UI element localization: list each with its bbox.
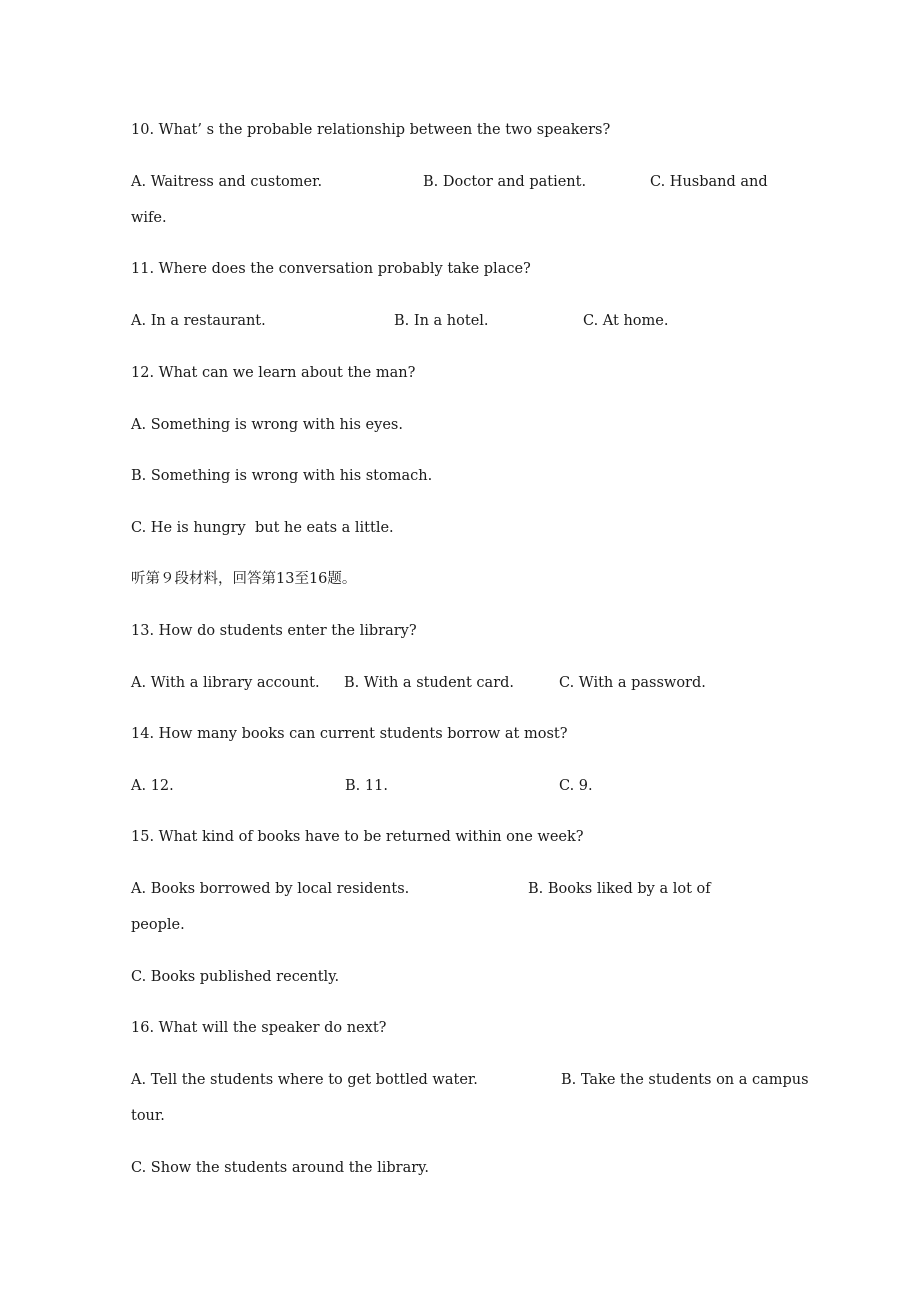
q12-option-a: A. Something is wrong with his eyes. [131, 417, 403, 433]
q11-option-c: C. At home. [583, 313, 669, 329]
q10-stem: 10. What’ s the probable relationship between the two speakers? [131, 122, 611, 138]
q11-option-b: B. In a hotel. [394, 313, 489, 329]
q13-option-b: B. With a student card. [344, 675, 515, 691]
q16-option-b: B. Take the students on a campus [561, 1072, 809, 1088]
q16-option-b-continued: tour. [131, 1108, 165, 1124]
q15-option-b: B. Books liked by a lot of [528, 881, 711, 897]
q11-option-a: A. In a restaurant. [131, 313, 266, 329]
q10-option-b: B. Doctor and patient. [423, 174, 587, 190]
q15-stem: 15. What kind of books have to be returned within one week? [131, 829, 584, 845]
q14-option-a: A. 12. [131, 778, 174, 794]
q11-stem: 11. Where does the conversation probably take place? [131, 261, 531, 277]
q10-option-c: C. Husband and [650, 174, 768, 190]
section-9-instruction: 听第９段材料，回答第13至16题。 [131, 571, 357, 587]
q13-stem: 13. How do students enter the library? [131, 623, 417, 639]
q12-stem: 12. What can we learn about the man? [131, 365, 416, 381]
q15-option-c: C. Books published recently. [131, 969, 340, 985]
q14-option-c: C. 9. [559, 778, 593, 794]
q16-stem: 16. What will the speaker do next? [131, 1020, 387, 1036]
q14-stem: 14. How many books can current students borrow at most? [131, 726, 568, 742]
q14-option-b: B. 11. [345, 778, 388, 794]
q10-option-a: A. Waitress and customer. [131, 174, 323, 190]
q13-option-c: C. With a password. [559, 675, 706, 691]
q15-option-b-continued: people. [131, 917, 185, 933]
q16-option-c: C. Show the students around the library. [131, 1160, 430, 1176]
q15-option-a: A. Books borrowed by local residents. [131, 881, 410, 897]
q16-option-a: A. Tell the students where to get bottled water. [131, 1072, 478, 1088]
q12-option-c: C. He is hungry but he eats a little. [131, 520, 394, 536]
q13-option-a: A. With a library account. [131, 675, 320, 691]
q10-option-c-continued: wife. [131, 210, 167, 226]
q12-option-b: B. Something is wrong with his stomach. [131, 468, 433, 484]
